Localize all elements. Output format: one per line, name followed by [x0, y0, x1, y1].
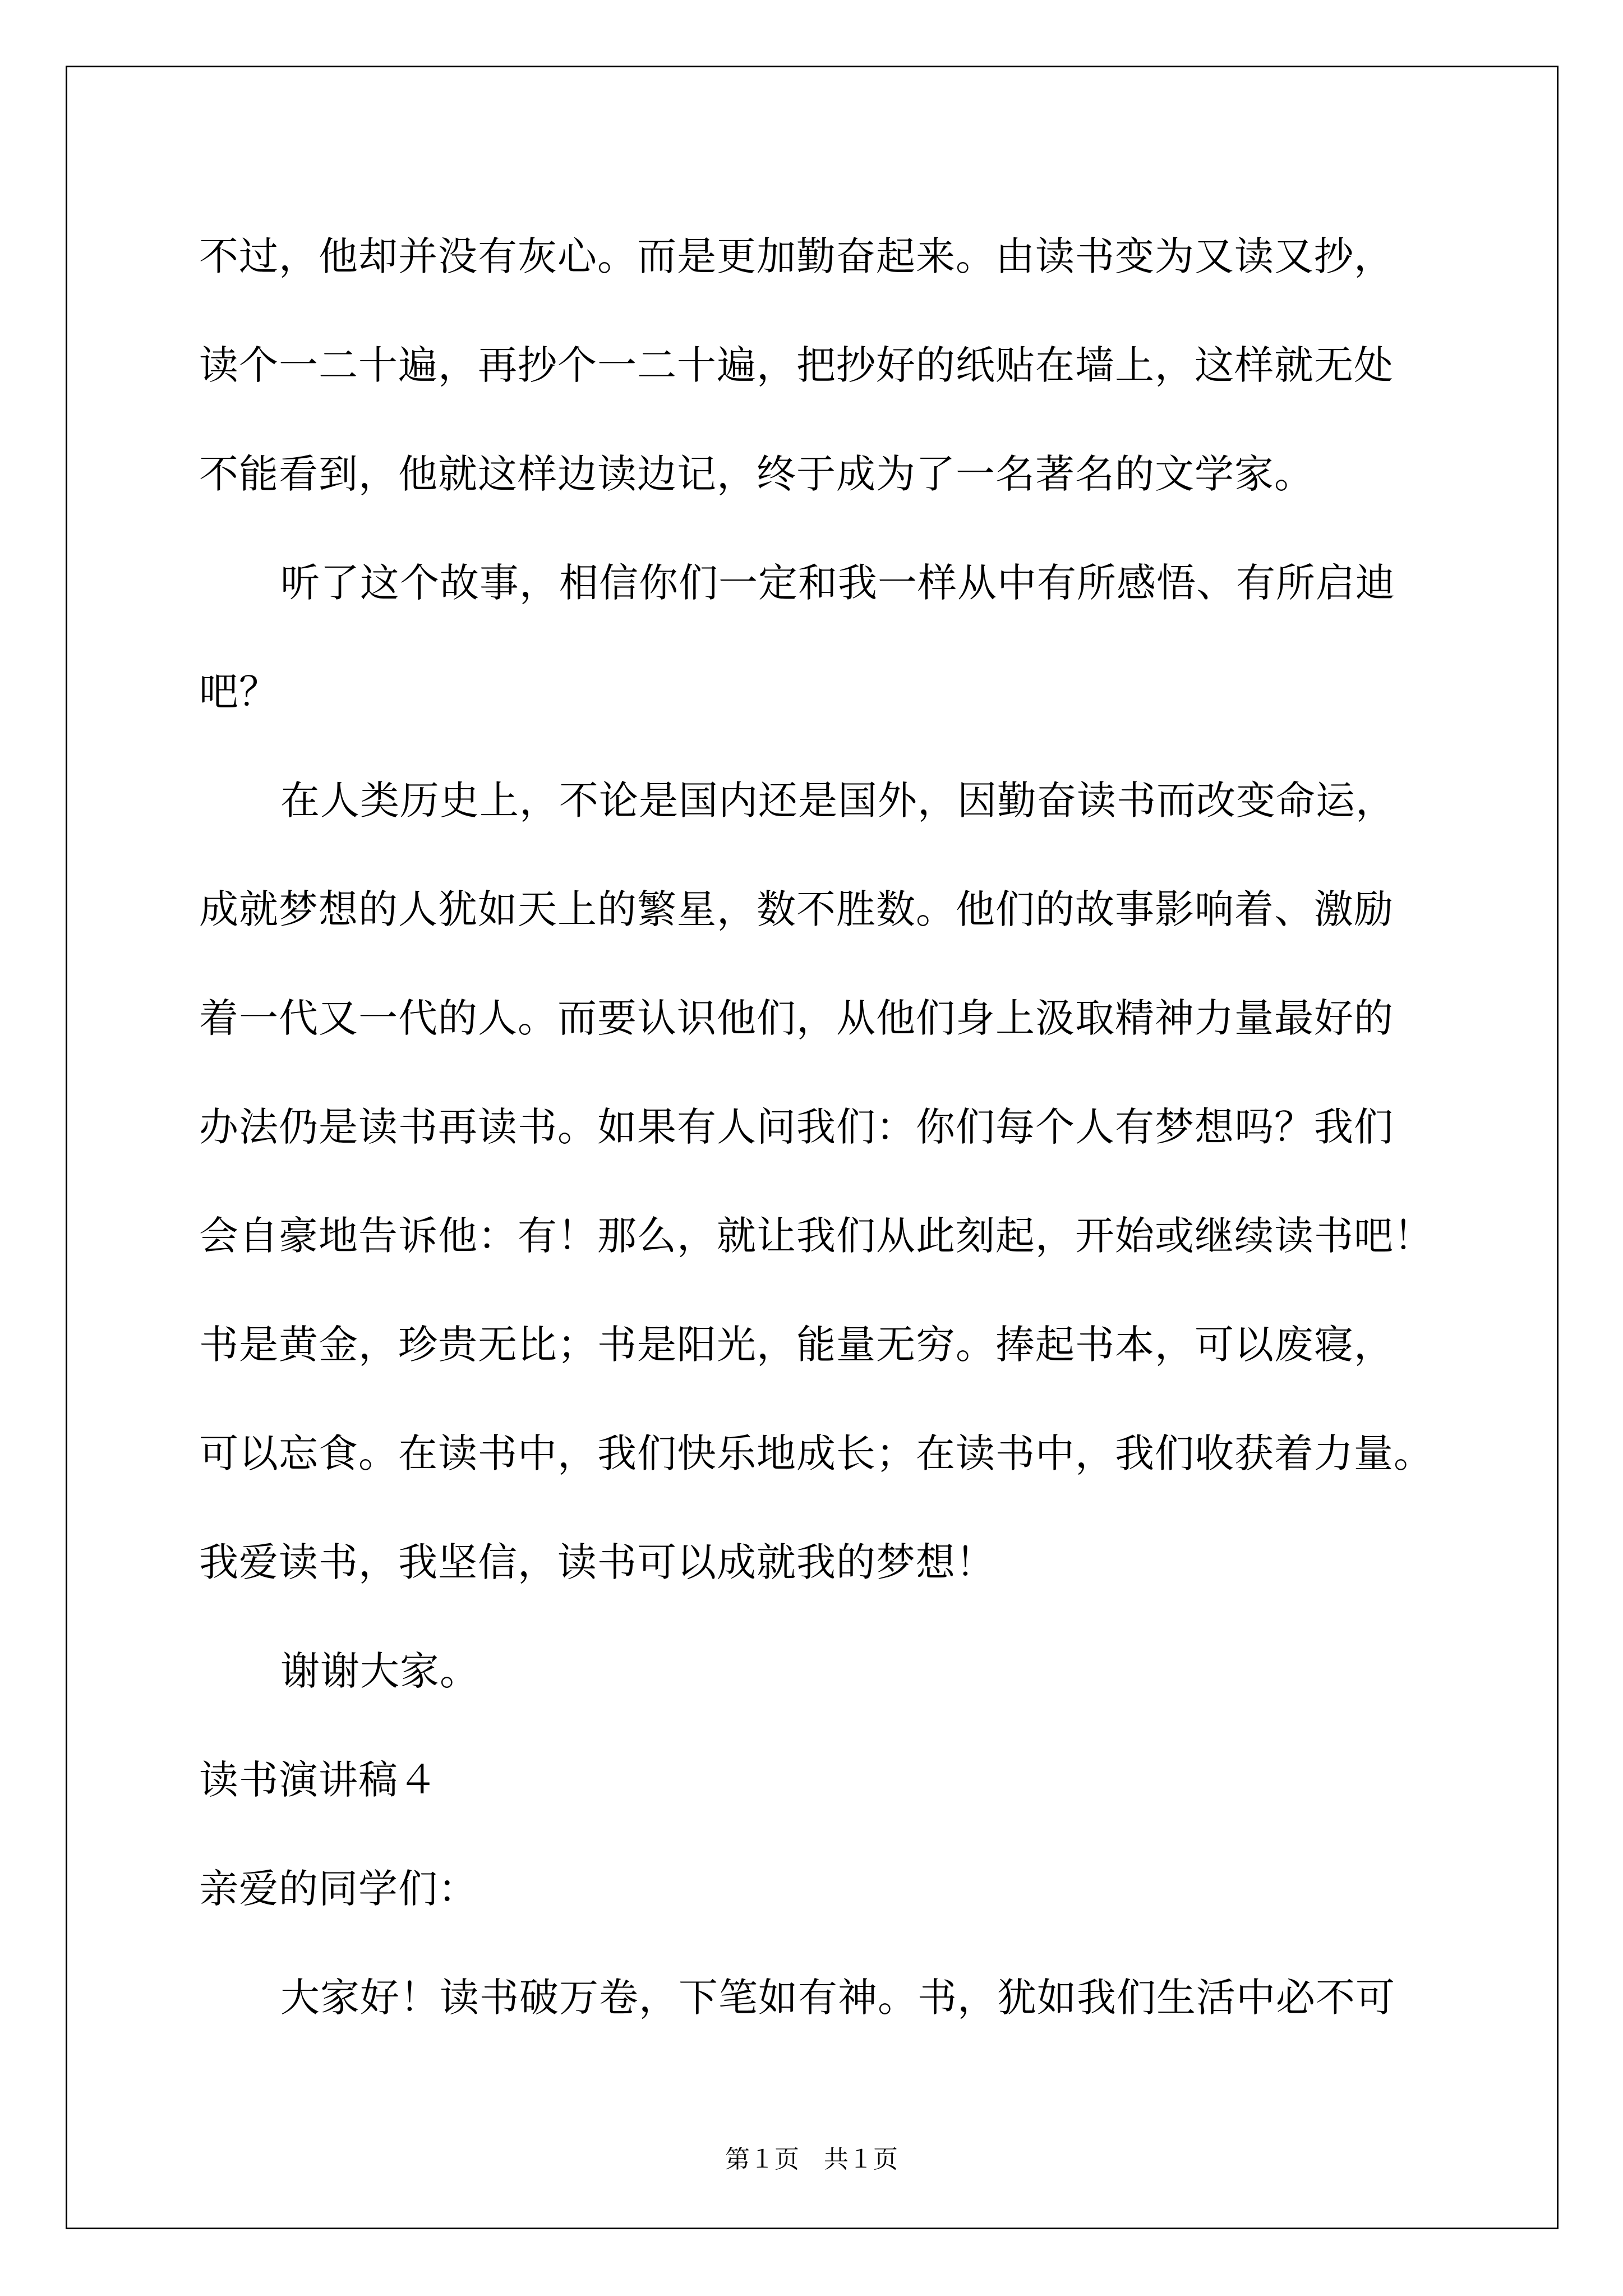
text-line: 听了这个故事，相信你们一定和我一样从中有所感悟、有所启迪: [280, 560, 1395, 606]
text-line: 我爱读书，我坚信，读书可以成就我的梦想！: [199, 1539, 995, 1585]
text-line: 办法仍是读书再读书。如果有人问我们：你们每个人有梦想吗？我们: [199, 1104, 1394, 1150]
document-body: [199, 202, 1438, 2052]
section-heading: 读书演讲稿４: [199, 1757, 438, 1803]
text-line: 不能看到，他就这样边读边记，终于成为了一名著名的文学家。: [199, 451, 1314, 497]
text-line: 可以忘食。在读书中，我们快乐地成长；在读书中，我们收获着力量。: [199, 1430, 1433, 1476]
text-line: 谢谢大家。: [280, 1648, 479, 1694]
text-line: 成就梦想的人犹如天上的繁星，数不胜数。他们的故事影响着、激励: [199, 886, 1394, 932]
text-line: 会自豪地告诉他：有！那么，就让我们从此刻起，开始或继续读书吧！: [199, 1213, 1433, 1259]
text-line: 书是黄金，珍贵无比；书是阳光，能量无穷。捧起书本，可以废寝，: [199, 1322, 1394, 1368]
text-line: 吧？: [199, 669, 279, 715]
salutation: 亲爱的同学们：: [199, 1866, 478, 1912]
text-line: 不过，他却并没有灰心。而是更加勤奋起来。由读书变为又读又抄，: [199, 233, 1394, 279]
page-number-footer: 第１页 共１页: [725, 2145, 898, 2174]
text-line: 着一代又一代的人。而要认识他们，从他们身上汲取精神力量最好的: [199, 995, 1394, 1041]
text-line: 大家好！读书破万卷，下笔如有神。书，犹如我们生活中必不可: [280, 1975, 1395, 2021]
text-line: 读个一二十遍，再抄个一二十遍，把抄好的纸贴在墙上，这样就无处: [199, 342, 1394, 388]
text-line: 在人类历史上，不论是国内还是国外，因勤奋读书而改变命运，: [280, 777, 1395, 823]
